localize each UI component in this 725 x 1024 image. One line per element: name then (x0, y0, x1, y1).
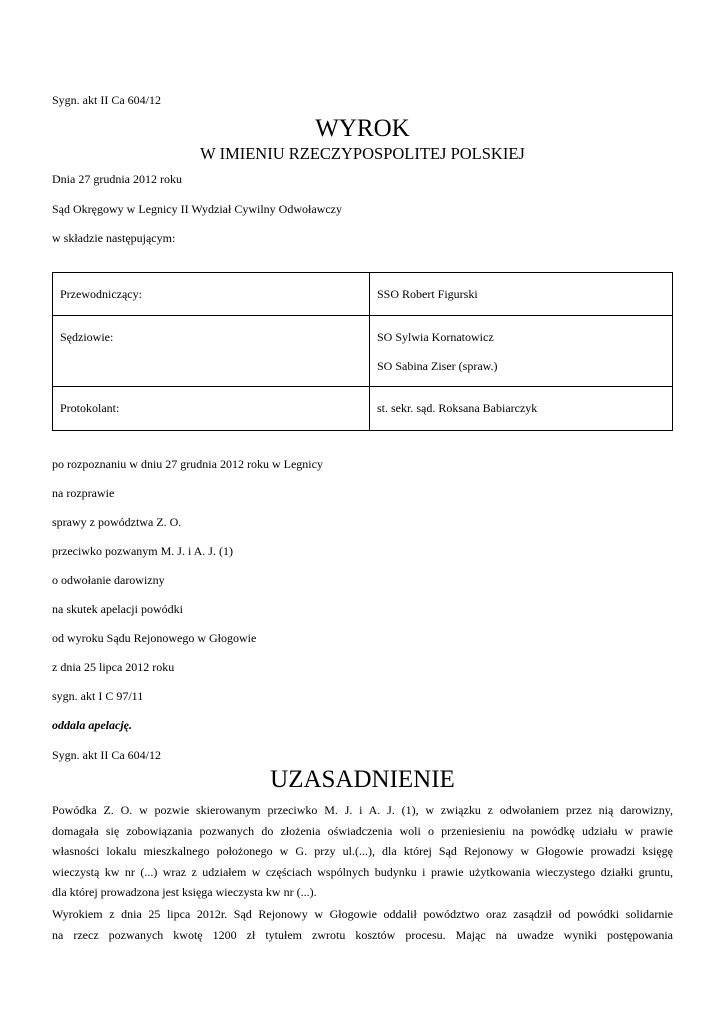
clerk-value: st. sekr. sąd. Roksana Babiarczyk (370, 387, 673, 431)
justification-paragraph-1 (52, 800, 673, 903)
chair-label: Przewodniczący: (53, 273, 370, 316)
table-row (53, 316, 673, 387)
court-line: Sąd Okręgowy w Legnicy II Wydział Cywilny Odwoławczy (52, 202, 342, 216)
paragraph-line: dla której prowadzona jest księga wieczysta kw nr (...). (52, 885, 317, 899)
judges-label: Sędziowie: (53, 316, 370, 387)
paragraph-line: Wyrokiem z dnia 25 lipca 2012r. Sąd Rejonowy w Głogowie oddalił powództwo oraz zasądził od powódki solidarnie (52, 907, 673, 921)
case-line: na skutek apelacji powódki (52, 602, 183, 616)
paragraph-line: Powódka Z. O. w pozwie skierowanym przeciwko M. J. i A. J. (1), w związku z odwołaniem przez nią darowizny, (52, 803, 673, 817)
table-row (53, 387, 673, 431)
clerk-label: Protokolant: (53, 387, 370, 431)
case-line: od wyroku Sądu Rejonowego w Głogowie (52, 631, 257, 645)
chair-value: SSO Robert Figurski (370, 273, 673, 316)
verdict-text: oddala apelację. (52, 718, 132, 732)
document-subtitle: W IMIENIU RZECZYPOSPOLITEJ POLSKIEJ (200, 144, 525, 163)
table-row (53, 273, 673, 316)
paragraph-line: wieczystą kw nr (...) wraz z udziałem w częściach wspólnych budynku i prawie użytkowania wieczystego działki gruntu, (52, 864, 673, 879)
paragraph-line: na rzecz pozwanych kwotę 1200 zł tytułem zwrotu kosztów procesu. Mając na uwadze wyniki postępowania (52, 927, 673, 942)
case-signature-2: Sygn. akt II Ca 604/12 (52, 748, 161, 762)
document-page (52, 0, 673, 1024)
date-line: Dnia 27 grudnia 2012 roku (52, 172, 182, 186)
judge-name: SO Sylwia Kornatowicz (377, 330, 494, 344)
case-line: sygn. akt I C 97/11 (52, 689, 144, 703)
composition-intro: w składzie następującym: (52, 231, 176, 245)
paragraph-line: domagała się zobowiązania pozwanych do złożenia oświadczenia woli o przeniesieniu na powódkę udziału w prawie (52, 823, 673, 838)
paragraph-line: własności lokalu mieszkalnego położonego w G. przy ul.(...), dla której Sąd Rejonowy w Głogowie prowadzi księgę (52, 844, 673, 858)
case-line: przeciwko pozwanym M. J. i A. J. (1) (52, 544, 233, 558)
case-line: z dnia 25 lipca 2012 roku (52, 660, 175, 674)
case-line: po rozpoznaniu w dniu 27 grudnia 2012 roku w Legnicy (52, 457, 323, 471)
composition-table (52, 272, 673, 431)
case-line: sprawy z powództwa Z. O. (52, 515, 182, 529)
justification-paragraph-2 (52, 904, 673, 945)
case-line: o odwołanie darowizny (52, 573, 165, 587)
case-signature: Sygn. akt II Ca 604/12 (52, 93, 161, 107)
judge-name: SO Sabina Ziser (spraw.) (377, 359, 498, 373)
case-line: na rozprawie (52, 486, 115, 500)
judges-cell (370, 316, 673, 387)
document-title: WYROK (315, 115, 410, 142)
justification-title: UZASADNIENIE (270, 766, 455, 793)
